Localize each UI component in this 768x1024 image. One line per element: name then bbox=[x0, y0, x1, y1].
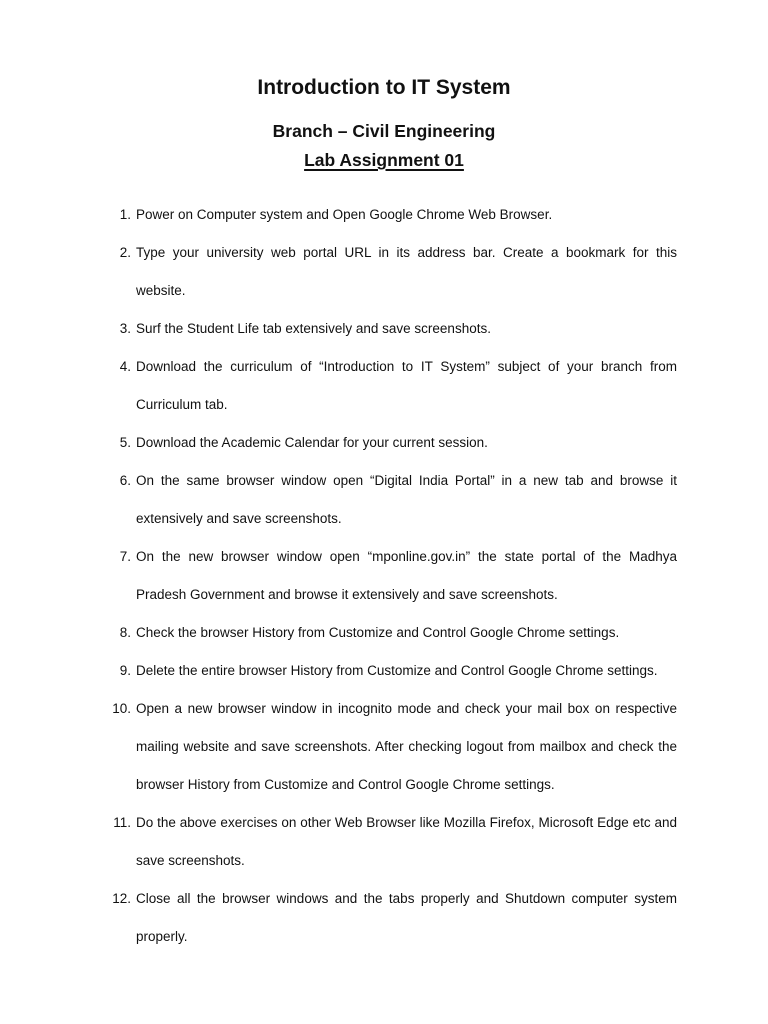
task-item bbox=[0, 652, 768, 690]
task-text: Open a new browser window in incognito mode and check your mail box on respective mailing website and save screenshots. After checking logout from mailbox and check the browser History from Customize and Control Google Chrome settings. bbox=[136, 701, 677, 792]
task-number: 10. bbox=[112, 701, 131, 716]
task-item bbox=[0, 462, 768, 538]
task-text: Surf the Student Life tab extensively and save screenshots. bbox=[136, 321, 491, 336]
task-text: Download the Academic Calendar for your current session. bbox=[136, 435, 488, 450]
task-number: 8. bbox=[119, 625, 131, 640]
task-text: Close all the browser windows and the tabs properly and Shutdown computer system properly. bbox=[136, 891, 677, 944]
task-item bbox=[0, 310, 768, 348]
task-number: 9. bbox=[119, 663, 131, 678]
document-title: Introduction to IT System bbox=[257, 76, 511, 99]
task-text: On the new browser window open “mponline.gov.in” the state portal of the Madhya Pradesh Government and browse it extensively and save screenshots. bbox=[136, 549, 677, 602]
task-number: 1. bbox=[119, 207, 131, 222]
task-item bbox=[0, 234, 768, 310]
task-item bbox=[0, 804, 768, 880]
task-number: 4. bbox=[119, 359, 131, 374]
task-item bbox=[0, 348, 768, 424]
task-text: On the same browser window open “Digital India Portal” in a new tab and browse it extensively and save screenshots. bbox=[136, 473, 677, 526]
task-text: Check the browser History from Customize and Control Google Chrome settings. bbox=[136, 625, 620, 640]
task-item bbox=[0, 880, 768, 956]
task-item bbox=[0, 614, 768, 652]
task-list bbox=[0, 196, 768, 956]
task-number: 6. bbox=[119, 473, 131, 488]
branch-heading: Branch – Civil Engineering bbox=[272, 121, 496, 141]
task-text: Power on Computer system and Open Google Chrome Web Browser. bbox=[136, 207, 553, 222]
task-item bbox=[0, 196, 768, 234]
task-item bbox=[0, 538, 768, 614]
assignment-heading: Lab Assignment 01 bbox=[304, 150, 464, 170]
task-number: 7. bbox=[119, 549, 131, 564]
task-text: Delete the entire browser History from Customize and Control Google Chrome settings. bbox=[136, 663, 658, 678]
task-number: 2. bbox=[119, 245, 131, 260]
task-number: 5. bbox=[119, 435, 131, 450]
task-number: 3. bbox=[119, 321, 131, 336]
task-text: Download the curriculum of “Introduction to IT System” subject of your branch from Curriculum tab. bbox=[136, 359, 677, 412]
task-number: 12. bbox=[112, 891, 131, 906]
task-text: Do the above exercises on other Web Browser like Mozilla Firefox, Microsoft Edge etc and save screenshots. bbox=[136, 815, 677, 868]
task-item bbox=[0, 424, 768, 462]
task-number: 11. bbox=[113, 815, 131, 830]
task-item bbox=[0, 690, 768, 804]
task-text: Type your university web portal URL in its address bar. Create a bookmark for this website. bbox=[136, 245, 677, 298]
assignment-heading-container bbox=[0, 148, 768, 172]
